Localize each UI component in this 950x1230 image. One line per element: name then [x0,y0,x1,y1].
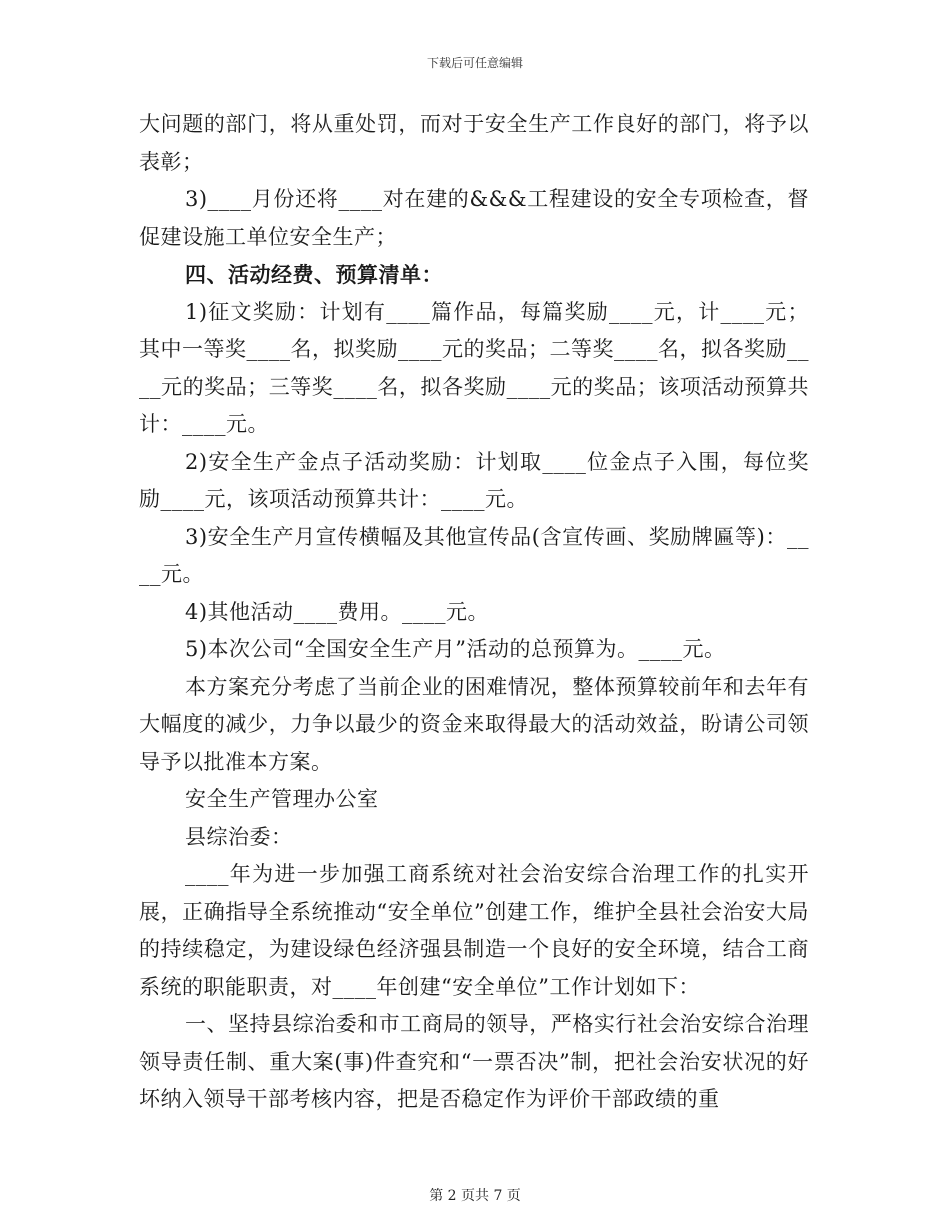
closing-paragraph: 本方案充分考虑了当前企业的困难情况，整体预算较前年和去年有大幅度的减少，力争以最少的资金来取得最大的活动效益，盼请公司领导予以批准本方案。 [139,674,809,774]
budget-item-4: 4)其他活动____费用。____元。 [185,599,490,624]
signature-office: 安全生产管理办公室 [185,787,379,811]
plan-intro-paragraph: ____年为进一步加强工商系统对社会治安综合治理工作的扎实开展，正确指导全系统推动“安全单位”创建工作，维护全县社会治安大局的持续稳定，为建设绿色经济强县制造一个良好的安全环境，结合工商系统的职能职责，对____年创建“安全单位”工作计划如下： [139,862,809,999]
paragraph-continuation: 大问题的部门，将从重处罚，而对于安全生产工作良好的部门，将予以表彰； [139,112,809,174]
page-footer: 第 2 页共 7 页 [429,1188,521,1204]
budget-item-2: 2)安全生产金点子活动奖励：计划取____位金点子入围，每位奖励____元，该项活动预算共计：____元。 [139,449,809,511]
budget-item-5: 5)本次公司“全国安全生产月”活动的总预算为。____元。 [185,637,726,661]
budget-item-3: 3)安全生产月宣传横幅及其他宣传品(含宣传画、奖励牌匾等)：____元。 [139,524,809,586]
salutation: 县综治委： [185,824,293,849]
page-header: 下载后可任意编辑 [426,56,523,70]
document-body [139,106,809,1119]
section-heading-budget: 四、活动经费、预算清单： [185,262,443,287]
plan-section-1: 一、坚持县综治委和市工商局的领导，严格实行社会治安综合治理领导责任制、重大案(事)件查究和“一票否决”制，把社会治安状况的好坏纳入领导干部考核内容，把是否稳定作为评价干部政绩的重 [139,1012,809,1111]
budget-item-1: 1)征文奖励：计划有____篇作品，每篇奖励____元，计____元；其中一等奖____名，拟奖励____元的奖品；二等奖____名，拟各奖励____元的奖品；三等奖____名，拟各奖励____元的奖品；该项活动预算共计：____元。 [139,299,809,436]
paragraph-item-3: 3)____月份还将____对在建的&&&工程建设的安全专项检查，督促建设施工单位安全生产； [139,187,809,249]
